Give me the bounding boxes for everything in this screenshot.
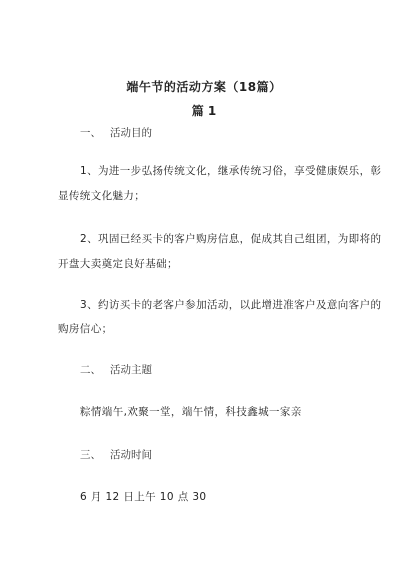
- section-heading-theme: [80, 362, 152, 377]
- section-number: 三、: [80, 449, 101, 461]
- item-3-line-2: 购房信心；: [58, 323, 113, 335]
- section-heading-text: 活动目的: [110, 127, 152, 139]
- section-number: 一、: [80, 127, 101, 139]
- section-heading-time: [80, 447, 152, 462]
- section-heading-text: 活动时间: [110, 449, 152, 461]
- item-1-line-2: 显传统文化魅力；: [58, 190, 146, 202]
- section-number: 二、: [80, 364, 101, 376]
- section-heading-text: 活动主题: [110, 364, 152, 376]
- document-subtitle: 篇 1: [191, 104, 217, 118]
- theme-text: 粽情端午,欢聚一堂，端午情，科技鑫城一家亲: [80, 406, 302, 418]
- document-title: 端午节的活动方案（18篇）: [126, 80, 282, 94]
- item-3-line-1: 3、约访买卡的老客户参加活动，以此增进准客户及意向客户的: [80, 299, 382, 311]
- section-heading-purpose: [80, 125, 152, 140]
- item-1-line-1: 1、为进一步弘扬传统文化，继承传统习俗，享受健康娱乐，彰: [80, 165, 382, 177]
- time-text: 6 月 12 日上午 10 点 30: [80, 491, 207, 503]
- item-2-line-1: 2、巩固已经买卡的客户购房信息，促成其自己组团，为即将的: [80, 233, 382, 245]
- item-2-line-2: 开盘大卖奠定良好基础；: [58, 258, 178, 270]
